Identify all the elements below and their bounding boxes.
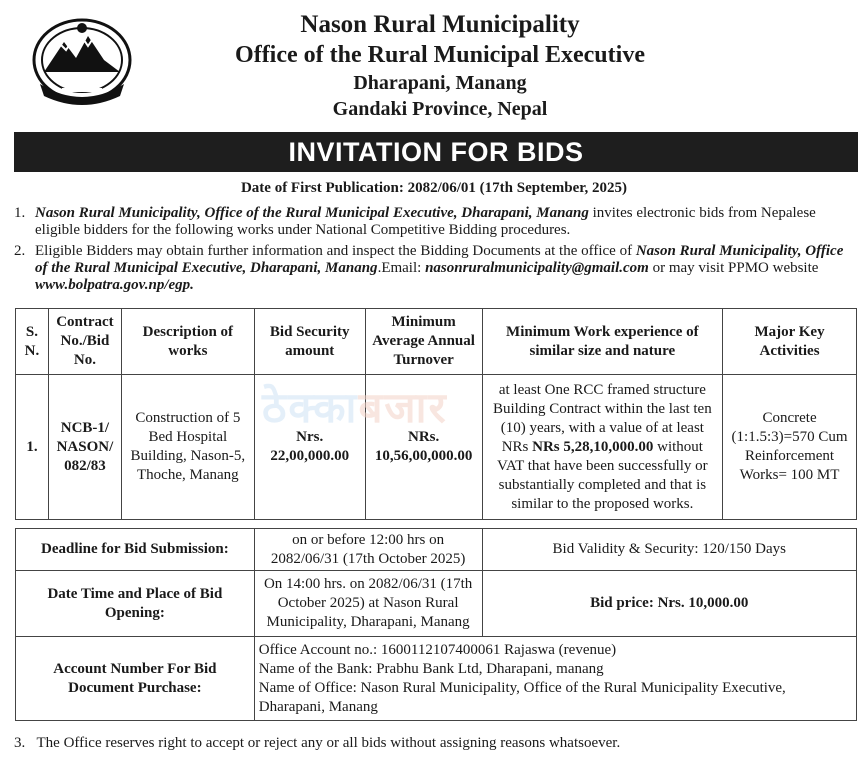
column-header: Minimum Work experience of similar size and nature <box>482 309 722 375</box>
bid-price: Bid price: Nrs. 10,000.00 <box>482 571 857 637</box>
column-header: Description of works <box>121 309 254 375</box>
cell-sn: 1. <box>16 375 49 520</box>
province: Gandaki Province, Nepal <box>332 98 548 120</box>
column-header: Contract No./Bid No. <box>48 309 121 375</box>
column-header: Major Key Activities <box>723 309 857 375</box>
email-link[interactable]: nasonruralmunicipality@gmail.com <box>425 260 649 276</box>
paragraph-3 <box>14 735 859 752</box>
deadline-row <box>16 529 857 571</box>
column-header: S. N. <box>16 309 49 375</box>
opening-label: Date Time and Place of Bid Opening: <box>16 571 255 637</box>
bank-name: Name of the Bank: Prabhu Bank Ltd, Dharapani, manang <box>258 660 604 677</box>
office-name-detail: Name of Office: Nason Rural Municipality, Office of the Rural Municipality Executive, Dharapani, Manang <box>258 679 786 715</box>
paragraph-number: 3. <box>14 735 26 751</box>
paragraph-text: The Office reserves right to accept or reject any or all bids without assigning reasons whatsoever. <box>36 735 621 751</box>
municipality-name: Nason Rural Municipality <box>300 11 580 38</box>
details-table <box>15 528 857 721</box>
experience-text: at least One RCC framed structure Building Contract within the last ten (10) years, with a value of at least NRs <box>492 381 712 455</box>
column-header: Bid Security amount <box>254 309 365 375</box>
publication-date: Date of First Publication: 2082/06/01 (17th September, 2025) <box>240 180 628 196</box>
paragraph-text: Eligible Bidders may obtain further information and inspect the Bidding Documents at the office of <box>35 243 636 259</box>
deadline-label: Deadline for Bid Submission: <box>16 529 255 571</box>
table-header-row <box>16 309 857 375</box>
header <box>0 0 868 130</box>
office-name-inline: Nason Rural Municipality, Office of the Rural Municipal Executive, Dharapani, Manang <box>35 205 589 221</box>
cell-contract-no: NCB-1/ NASON/ 082/83 <box>48 375 121 520</box>
opening-value: On 14:00 hrs. on 2082/06/31 (17th October 2025) at Nason Rural Municipality, Dharapani, Manang <box>254 571 482 637</box>
account-label: Account Number For Bid Document Purchase: <box>16 637 255 721</box>
cell-bid-security: Nrs. 22,00,000.00 <box>254 375 365 520</box>
paragraph-text: invites electronic bids from Nepalese eligible bidders for the following works under National Competitive Bidding procedures. <box>35 205 816 238</box>
office-address: Dharapani, Manang <box>353 72 527 94</box>
paragraph-text: .Email: <box>377 260 426 276</box>
cell-turnover: NRs. 10,56,00,000.00 <box>365 375 482 520</box>
cell-experience <box>482 375 722 520</box>
experience-text: without VAT that have been successfully or substantially completed and that is similar to the proposed works. <box>497 438 708 512</box>
bid-validity: Bid Validity & Security: 120/150 Days <box>482 529 857 571</box>
office-name-inline: Nason Rural Municipality, Office of the Rural Municipal Executive, Dharapani, Manang <box>35 243 844 276</box>
paragraph-2 <box>14 243 859 294</box>
watermark-text: ठेक्का <box>262 383 359 432</box>
experience-amount: NRs 5,28,10,000.00 <box>532 438 654 455</box>
account-number: Office Account no.: 1600112107400061 Rajaswa (revenue) <box>258 641 617 658</box>
watermark <box>262 378 448 435</box>
account-details <box>254 637 856 721</box>
notice-title-banner: INVITATION FOR BIDS <box>14 132 858 172</box>
cell-activities: Concrete (1:1.5:3)=570 Cum Reinforcement Works= 100 MT <box>723 375 857 520</box>
watermark-text: बजार <box>358 383 448 432</box>
opening-row <box>16 571 857 637</box>
deadline-value: on or before 12:00 hrs on 2082/06/31 (17th October 2025) <box>254 529 482 571</box>
paragraph-number: 2. <box>14 243 26 259</box>
column-header: Minimum Average Annual Turnover <box>365 309 482 375</box>
paragraph-text: or may visit PPMO website <box>648 260 819 276</box>
nepal-government-emblem-icon <box>30 14 134 110</box>
paragraph-1 <box>14 205 859 239</box>
account-row <box>16 637 857 721</box>
website-link[interactable]: www.bolpatra.gov.np/egp. <box>35 277 194 293</box>
paragraph-number: 1. <box>14 205 26 221</box>
cell-description: Construction of 5 Bed Hospital Building, Nason-5, Thoche, Manang <box>121 375 254 520</box>
office-name: Office of the Rural Municipal Executive <box>235 42 645 68</box>
